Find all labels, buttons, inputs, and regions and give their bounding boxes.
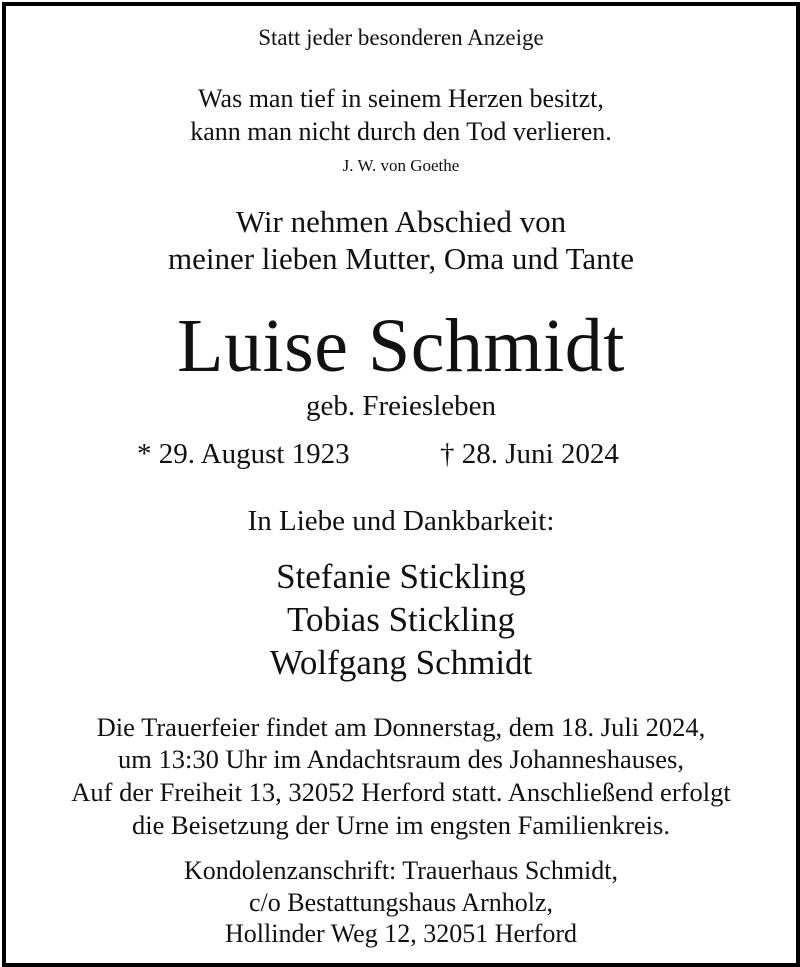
mourner-3: Wolfgang Schmidt	[269, 643, 533, 682]
ceremony-line-4: die Beisetzung der Urne im engsten Familienkreis.	[132, 810, 670, 840]
ceremony-line-2: um 13:30 Uhr im Andachtsraum des Johanneshauses,	[118, 744, 684, 774]
address-line-1: Kondolenzanschrift: Trauerhaus Schmidt,	[184, 856, 618, 885]
address-line-2: c/o Bestattungshaus Arnholz,	[248, 888, 553, 917]
life-dates	[6, 440, 796, 472]
obituary-notice	[2, 2, 800, 967]
ceremony-line-1: Die Trauerfeier findet am Donnerstag, dem 18. Juli 2024,	[96, 712, 706, 742]
birth-date: * 29. August 1923	[137, 438, 350, 470]
quote-line-2: kann man nicht durch den Tod verlieren.	[190, 117, 612, 146]
intro-line-2: meiner lieben Mutter, Oma und Tante	[167, 241, 635, 276]
notice-header: Statt jeder besonderen Anzeige	[258, 25, 544, 50]
quote-line-1: Was man tief in seinem Herzen besitzt,	[198, 84, 604, 113]
birth-name: geb. Freiesleben	[305, 390, 497, 422]
mourner-2: Tobias Stickling	[287, 600, 515, 639]
dedication: In Liebe und Dankbarkeit:	[247, 505, 555, 537]
intro-line-1: Wir nehmen Abschied von	[235, 204, 567, 239]
ceremony-line-3: Auf der Freiheit 13, 32052 Herford statt. Anschließend erfolgt	[71, 777, 731, 807]
quote-author: J. W. von Goethe	[342, 156, 460, 175]
deceased-name: Luise Schmidt	[177, 304, 625, 388]
death-date: † 28. Juni 2024	[440, 438, 619, 470]
mourner-1: Stefanie Stickling	[276, 557, 526, 596]
address-line-3: Hollinder Weg 12, 32051 Herford	[225, 919, 577, 948]
